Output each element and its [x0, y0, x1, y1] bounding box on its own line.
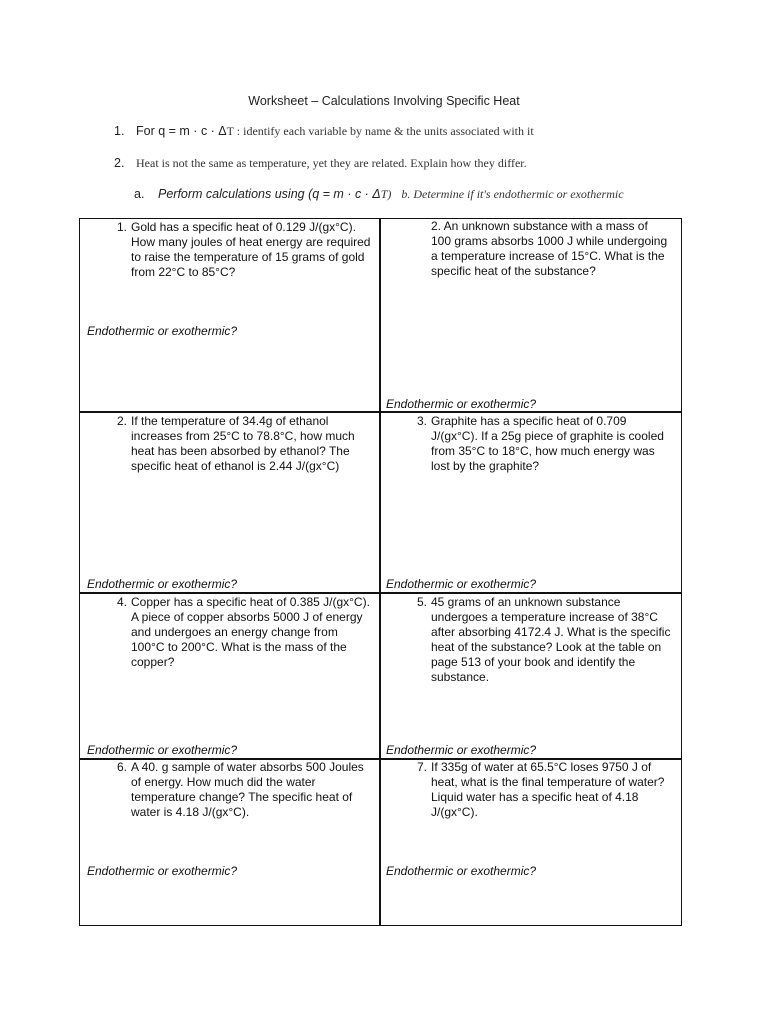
- endo-label-problem-1: Endothermic or exothermic?: [87, 324, 238, 338]
- grid-row-divider-2: [79, 592, 682, 594]
- problem-1-text: Gold has a specific heat of 0.129 J/(gx°C). How many joules of heat energy are required to raise the temperature of 15 grams of gold from 22°C to 85°C?: [131, 220, 371, 279]
- problem-5-text: 45 grams of an unknown substance undergoes a temperature increase of 38°C after absorbing 4172.4 J. What is the specific heat of the substance? Look at the table on page 513 of your book and identify the substance.: [431, 595, 671, 684]
- problem-6-text: A 40. g sample of water absorbs 500 Joules of energy. How much did the water temperature change? The specific heat of water is 4.18 J/(gx°C).: [131, 760, 364, 819]
- problem-1-number: 1.: [116, 220, 127, 234]
- problem-2-unknown: [431, 219, 671, 279]
- grid-center-divider: [379, 218, 381, 926]
- problem-ethanol-number: 2.: [116, 414, 127, 428]
- endo-label-problem-4: Endothermic or exothermic?: [87, 743, 238, 757]
- endo-label-problem-5: Endothermic or exothermic?: [386, 743, 537, 757]
- instruction-1-rest: T : identify each variable by name & the units associated with it: [226, 124, 534, 138]
- problem-3-text: Graphite has a specific heat of 0.709 J/(gx°C). If a 25g piece of graphite is cooled from 35°C to 18°C, how much energy was lost by the graphite?: [431, 414, 664, 473]
- problem-6-number: 6.: [116, 760, 127, 774]
- worksheet-title: Worksheet – Calculations Involving Specific Heat: [248, 94, 520, 108]
- problem-1: [116, 220, 371, 280]
- problem-7-number: 7.: [416, 760, 427, 774]
- problem-7-text: If 335g of water at 65.5°C loses 9750 J of heat, what is the final temperature of water? Liquid water has a specific heat of 4.18 J/(gx°C).: [431, 760, 665, 819]
- instruction-a-part-a: Perform calculations using (q = m · c · Δ: [158, 187, 381, 201]
- problem-4: [116, 595, 371, 670]
- instruction-1: [114, 124, 534, 139]
- problem-3-number: 3.: [416, 414, 427, 428]
- endo-label-problem-2-unknown: Endothermic or exothermic?: [386, 397, 537, 411]
- endo-label-problem-6: Endothermic or exothermic?: [87, 864, 238, 878]
- problem-ethanol: [116, 414, 371, 474]
- instruction-2: [114, 156, 527, 171]
- instruction-a: [134, 187, 624, 202]
- instruction-a-part-a-tail: T): [380, 187, 392, 201]
- instruction-a-part-b: b. Determine if it's endothermic or exothermic: [401, 187, 624, 201]
- problem-7: [416, 760, 671, 820]
- problem-4-text: Copper has a specific heat of 0.385 J/(gx°C). A piece of copper absorbs 5000 J of energy and undergoes an energy change from 100°C to 200°C. What is the mass of the copper?: [131, 595, 370, 669]
- endo-label-problem-7: Endothermic or exothermic?: [386, 864, 537, 878]
- problem-2-unknown-text: 2. An unknown substance with a mass of 100 grams absorbs 1000 J while undergoing a temperature increase of 15°C. What is the specific heat of the substance?: [431, 219, 668, 278]
- endo-label-problem-ethanol: Endothermic or exothermic?: [87, 577, 238, 591]
- grid-row-divider-1: [79, 411, 682, 413]
- instruction-1-number: 1.: [114, 124, 125, 138]
- instruction-2-text: Heat is not the same as temperature, yet they are related. Explain how they differ.: [136, 156, 527, 170]
- instruction-1-lead: For q = m · c · Δ: [136, 124, 227, 138]
- problem-3: [416, 414, 673, 474]
- instruction-2-number: 2.: [114, 156, 125, 170]
- problem-4-number: 4.: [116, 595, 127, 609]
- problem-5: [416, 595, 676, 685]
- problem-ethanol-text: If the temperature of 34.4g of ethanol increases from 25°C to 78.8°C, how much heat has been absorbed by ethanol? The specific heat of ethanol is 2.44 J/(gx°C): [131, 414, 355, 473]
- problem-5-number: 5.: [416, 595, 427, 609]
- problem-6: [116, 760, 371, 820]
- endo-label-problem-3: Endothermic or exothermic?: [386, 577, 537, 591]
- instruction-a-number: a.: [134, 187, 145, 201]
